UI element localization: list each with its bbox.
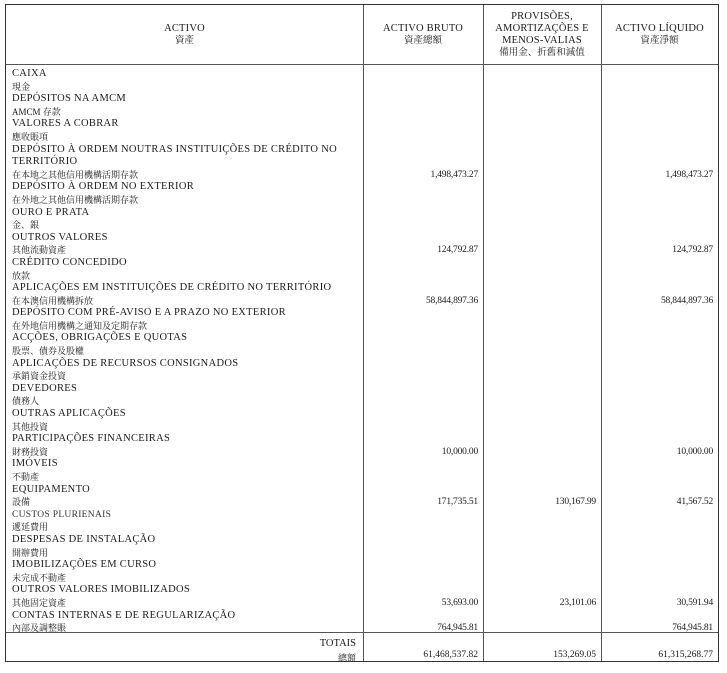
- table-row: [12, 458, 364, 483]
- row-label-pt: IMOBILIZAÇÕES EM CURSO: [12, 559, 157, 571]
- table-row: [12, 332, 364, 357]
- row-value-net: 58,844,897.36: [660, 295, 713, 306]
- header-asset-zh: 資產: [174, 35, 194, 46]
- header-gross-pt: ACTIVO BRUTO: [382, 22, 464, 34]
- row-label-zh: 現金: [12, 81, 31, 92]
- table-row: [12, 383, 364, 408]
- table-row: [12, 207, 364, 232]
- row-label-pt: CAIXA: [12, 68, 47, 79]
- table-row: [12, 433, 364, 458]
- row-label-pt: EQUIPAMENTO: [12, 483, 90, 495]
- row-label-zh: 股票、債券及股權: [12, 346, 85, 357]
- row-label-pt: CONTAS INTERNAS E DE REGULARIZAÇÃO: [12, 609, 236, 621]
- row-label-zh: AMCM 存款: [12, 106, 61, 117]
- header-provisions-line3: MENOS-VALIAS: [502, 34, 582, 46]
- row-label-pt: DEPÓSITO À ORDEM NO EXTERIOR: [12, 181, 195, 193]
- row-label-zh: 內部及調整賬: [12, 623, 67, 634]
- header-net-zh: 資產淨額: [640, 35, 679, 46]
- header-divider: [6, 64, 718, 65]
- row-value-net: 764,945.81: [672, 623, 713, 634]
- row-label-zh: 不動產: [12, 472, 40, 482]
- row-label-pt: OUTROS VALORES IMOBILIZADOS: [12, 584, 191, 596]
- row-value-gross: 1,498,473.27: [430, 169, 478, 180]
- row-label-zh: 遞延費用: [12, 522, 49, 533]
- totals-label-zh: 總額: [337, 653, 356, 663]
- table-row: [12, 358, 364, 383]
- totals-net: 61,315,268.77: [658, 650, 713, 660]
- table-row: [12, 610, 364, 635]
- column-divider: [601, 5, 602, 661]
- asset-rows: [12, 68, 364, 635]
- row-label-pt: APLICAÇÕES EM INSTITUIÇÕES DE CRÉDITO NO TERRITÓRIO: [12, 282, 332, 294]
- totals-provisions: 153,269.05: [553, 650, 596, 660]
- row-value-net: 1,498,473.27: [665, 169, 713, 180]
- row-label-pt: OURO E PRATA: [12, 206, 90, 218]
- row-label-zh: 放款: [12, 270, 31, 281]
- header-asset-pt: ACTIVO: [164, 22, 205, 34]
- header-gross: [363, 5, 483, 64]
- table-row: [12, 559, 364, 584]
- table-row: [12, 68, 364, 93]
- table-row: [12, 408, 364, 433]
- row-label-pt: DEPÓSITO À ORDEM NOUTRAS INSTITUIÇÕES DE CRÉDITO NO TERRITÓRIO: [12, 143, 337, 168]
- totals-label-pt: TOTAIS: [319, 638, 356, 649]
- header-gross-zh: 資產總額: [403, 35, 442, 46]
- table-row: [12, 584, 364, 609]
- totals-gross: 61,468,537.82: [423, 650, 478, 660]
- row-label-pt: APLICAÇÕES DE RECURSOS CONSIGNADOS: [12, 357, 239, 369]
- row-label-pt: PARTICIPAÇÕES FINANCEIRAS: [12, 433, 171, 445]
- table-row: [12, 534, 364, 559]
- row-value-gross: 171,735.51: [437, 497, 478, 508]
- row-label-zh: 開辦費用: [12, 547, 49, 558]
- table-row: [12, 93, 364, 118]
- row-label-pt: CUSTOS PLURIENAIS: [12, 509, 112, 520]
- row-label-zh: 其他流動資產: [12, 245, 67, 256]
- row-label-pt: CRÉDITO CONCEDIDO: [12, 256, 127, 268]
- row-label-pt: DESPESAS DE INSTALAÇÃO: [12, 533, 156, 545]
- row-label-zh: 在本地之其他信用機構活期存款: [12, 169, 139, 180]
- row-value-net: 124,792.87: [672, 245, 713, 256]
- row-label-zh: 設備: [12, 497, 31, 508]
- header-provisions-line2: AMORTIZAÇÕES E: [495, 22, 589, 34]
- table-row: [12, 144, 364, 182]
- row-value-prov: 23,101.06: [559, 597, 596, 608]
- row-label-pt: ACÇÕES, OBRIGAÇÕES E QUOTAS: [12, 332, 188, 344]
- table-row: [12, 509, 364, 534]
- header-provisions: [483, 5, 601, 64]
- row-label-zh: 在外地之其他信用機構活期存款: [12, 194, 139, 205]
- row-value-gross: 10,000.00: [441, 446, 478, 457]
- row-value-gross: 764,945.81: [437, 623, 478, 634]
- row-label-zh: 其他投資: [12, 421, 49, 432]
- row-value-prov: 130,167.99: [555, 497, 596, 508]
- row-label-pt: VALORES A COBRAR: [12, 118, 119, 130]
- table-row: [12, 257, 364, 282]
- table-row: [12, 232, 364, 257]
- row-label-zh: 承銷資金投資: [12, 371, 67, 382]
- header-net-pt: ACTIVO LÍQUIDO: [615, 22, 704, 34]
- header-net: [601, 5, 718, 64]
- row-value-gross: 58,844,897.36: [425, 295, 478, 306]
- row-label-pt: IMÓVEIS: [12, 458, 58, 470]
- column-divider: [483, 5, 484, 661]
- header-asset: [6, 5, 363, 64]
- row-value-net: 10,000.00: [676, 446, 713, 457]
- table-row: [12, 484, 364, 509]
- row-label-zh: 財務投資: [12, 446, 49, 457]
- row-label-zh: 債務人: [12, 396, 40, 407]
- row-label-zh: 在外地信用機構之通知及定期存款: [12, 320, 148, 331]
- row-label-pt: DEPÓSITO COM PRÉ-AVISO E A PRAZO NO EXTERIOR: [12, 307, 286, 319]
- header-provisions-line1: PROVISÕES,: [511, 10, 573, 22]
- row-label-zh: 應收賬項: [12, 131, 49, 142]
- row-value-net: 41,567.52: [676, 497, 713, 508]
- row-label-pt: DEPÓSITOS NA AMCM: [12, 93, 127, 105]
- balance-sheet-table: [5, 4, 719, 662]
- header-provisions-zh: 備用金、折舊和減值: [499, 47, 585, 58]
- table-row: [12, 181, 364, 206]
- row-value-gross: 124,792.87: [437, 245, 478, 256]
- table-row: [12, 118, 364, 143]
- row-label-zh: 金、銀: [12, 220, 40, 231]
- table-row: [12, 307, 364, 332]
- row-label-pt: OUTRAS APLICAÇÕES: [12, 408, 126, 420]
- row-label-zh: 其他固定資產: [12, 597, 67, 608]
- row-value-net: 30,591.94: [676, 597, 713, 608]
- row-label-pt: OUTROS VALORES: [12, 231, 108, 243]
- table-row: [12, 282, 364, 307]
- row-label-pt: DEVEDORES: [12, 382, 78, 394]
- row-value-gross: 53,693.00: [441, 597, 478, 608]
- row-label-zh: 在本澳信用機構拆放: [12, 295, 94, 306]
- row-label-zh: 未完成不動產: [12, 572, 67, 583]
